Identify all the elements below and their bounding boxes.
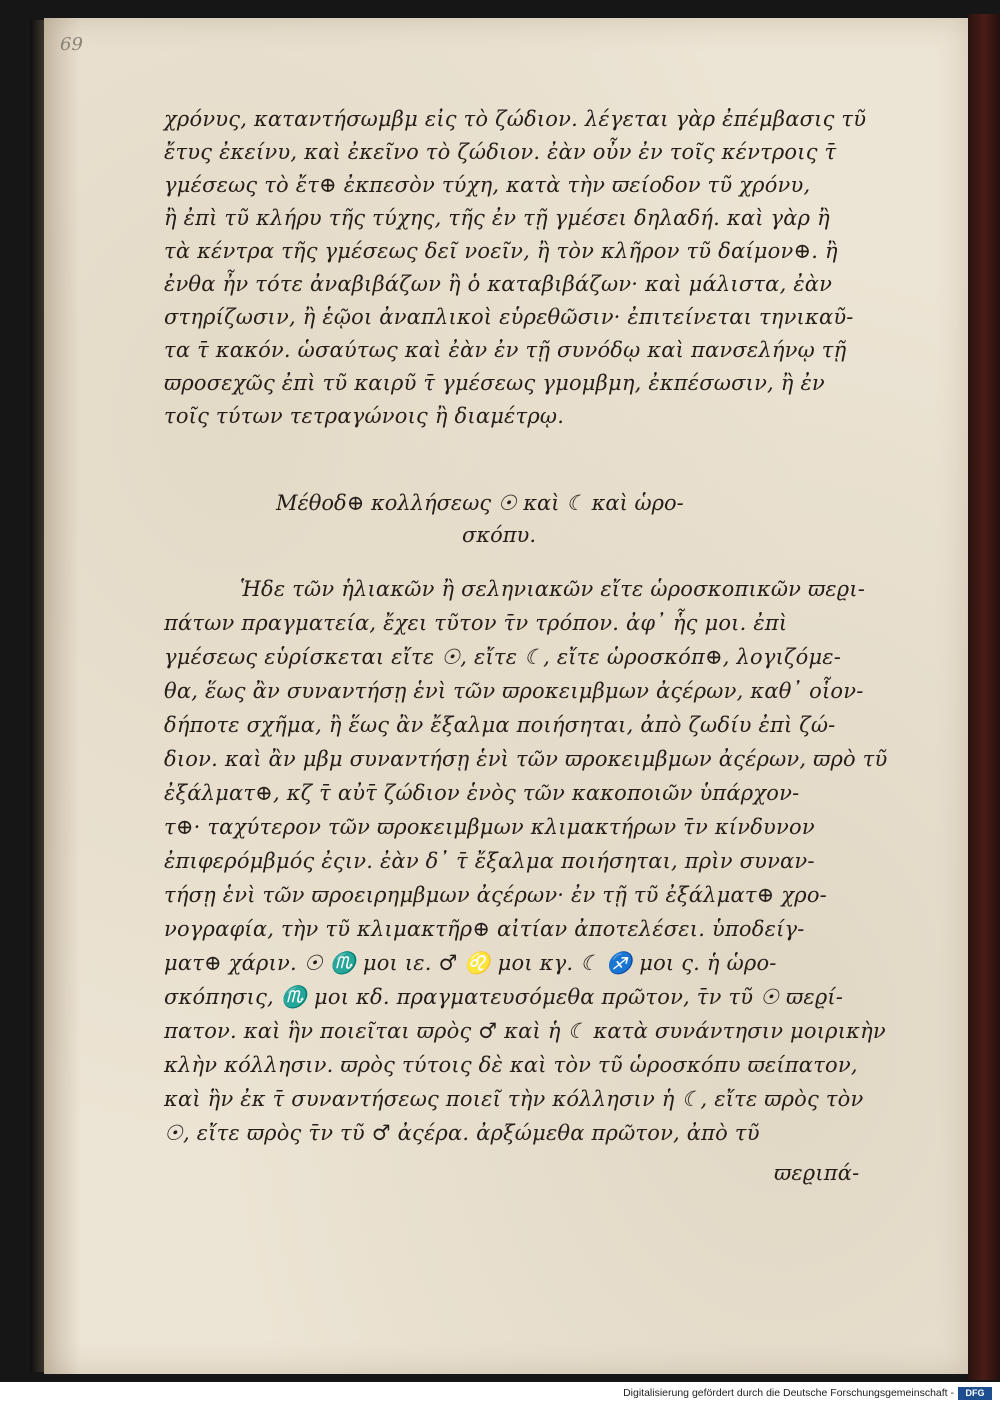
text-line: χρόνυς, καταντήσωμβμ εἰς τὸ ζώδιον. λέγεται γὰρ ἐπέμβασις τῦ bbox=[164, 107, 867, 131]
text-line: ἢ ἐπὶ τῦ κλήρυ τῆς τύχης, τῆς ἐν τῇ γμέσει δηλαδή. καὶ γὰρ ἢ bbox=[164, 206, 830, 230]
text-line: δήποτε σχῆμα, ἢ ἕως ἂν ἔξαλμα ποιήσηται, ἀπὸ ζωδίυ ἐπὶ ζώ- bbox=[164, 713, 836, 737]
section-heading-line-1: Μέθοδ⊕ κολλήσεως ☉ καὶ ☾ καὶ ὡρο- bbox=[276, 491, 684, 515]
text-line: τήσῃ ἑνὶ τῶν ϖροειρημβμων ἀςέρων· ἐν τῇ τῦ ἐξάλματ⊕ χρο- bbox=[164, 883, 827, 907]
text-line: τὰ κέντρα τῆς γμέσεως δεῖ νοεῖν, ἢ τὸν κλῆρον τῦ δαίμον⊕. ἢ bbox=[164, 239, 838, 263]
text-line: ματ⊕ χάριν. ☉ ♏ μοι ιε. ♂ ♌ μοι κγ. ☾ ♐ μοι ς. ἡ ὡρο- bbox=[164, 951, 777, 975]
text-line: ἐνθα ἦν τότε ἀναβιβάζων ἢ ὁ καταβιβάζων· καὶ μάλιστα, ἐὰν bbox=[164, 272, 833, 296]
book-gutter bbox=[30, 20, 44, 1372]
text-line: ☉, εἴτε ϖρὸς τ̄ν τῦ ♂ ἀςέρα. ἀρξώμεθα πρῶτον, ἀπὸ τῦ bbox=[164, 1121, 760, 1145]
text-line: τ⊕· ταχύτερον τῶν ϖροκειμβμων κλιμακτήρων τ̄ν κίνδυνον bbox=[164, 815, 815, 839]
catchword: ϖεϱιπά- bbox=[774, 1161, 860, 1185]
text-line: Ἡδε τῶν ἡλιακῶν ἢ σεληνιακῶν εἴτε ὡροσκοπικῶν ϖεϱι- bbox=[240, 577, 866, 601]
text-line: σκόπησις, ♏ μοι κδ. πραγματευσόμεθα πρῶτον, τ̄ν τῦ ☉ ϖεϱί- bbox=[164, 985, 844, 1009]
text-line: γμέσεως τὸ ἔτ⊕ ἐκπεσὸν τύχη, κατὰ τὴν ϖείοδον τῦ χρόνυ, bbox=[164, 173, 811, 197]
section-heading-line-2: σκόπυ. bbox=[462, 523, 536, 547]
text-line: τοῖς τύτων τετραγώνοις ἢ διαμέτρῳ. bbox=[164, 404, 565, 428]
text-line: ϖροσεχῶς ἐπὶ τῦ καιρῦ τ̄ γμέσεως γμομβμη, ἐκπέσωσιν, ἢ ἐν bbox=[164, 371, 825, 395]
text-line: κλὴν κόλλησιν. ϖρὸς τύτοις δὲ καὶ τὸν τῦ ὡροσκόπυ ϖείπατον, bbox=[164, 1053, 858, 1077]
text-line: τα τ̄ κακόν. ὡσαύτως καὶ ἐὰν ἐν τῇ συνόδῳ καὶ πανσελήνῳ τῇ bbox=[164, 338, 847, 362]
text-line: ἔτυς ἐκείνυ, καὶ ἐκεῖνο τὸ ζώδιον. ἐὰν οὖν ἐν τοῖς κέντροις τ̄ bbox=[164, 140, 837, 164]
text-line: πατον. καὶ ἣν ποιεῖται ϖρὸς ♂ καὶ ἡ ☾ κατὰ συνάντησιν μοιρικὴν bbox=[164, 1019, 886, 1043]
book-page bbox=[44, 18, 968, 1374]
text-line: ἐπιφερόμβμός ἐςιν. ἐὰν δ᾽ τ̄ ἔξαλμα ποιήσηται, πρὶν συναν- bbox=[164, 849, 815, 873]
text-line: στηρίζωσιν, ἢ ἑῷοι ἀναπλικοὶ εὑρεθῶσιν· ἐπιτείνεται τηνικαῦ- bbox=[164, 305, 854, 329]
text-line: διον. καὶ ἂν μβμ συναντήσῃ ἑνὶ τῶν ϖροκειμβμων ἀςέρων, ϖρὸ τῦ bbox=[164, 747, 888, 771]
text-line: καὶ ἣν ἐκ τ̄ συναντήσεως ποιεῖ τὴν κόλλησιν ἡ ☾, εἴτε ϖρὸς τὸν bbox=[164, 1087, 864, 1111]
text-line: γμέσεως εὑρίσκεται εἴτε ☉, εἴτε ☾, εἴτε ὡροσκόπ⊕, λογιζόμε- bbox=[164, 645, 842, 669]
folio-number: 69 bbox=[60, 34, 83, 55]
dfg-logo: DFG bbox=[958, 1387, 992, 1400]
text-line: θα, ἕως ἂν συναντήσῃ ἑνὶ τῶν ϖροκειμβμων ἀςέρων, καθ᾽ οἷον- bbox=[164, 679, 864, 703]
book-cover-edge bbox=[968, 14, 1000, 1380]
text-line: ἐξάλματ⊕, κζ τ̄ αὐτ̄ ζώδιον ἑνὸς τῶν κακοποιῶν ὑπάρχον- bbox=[164, 781, 800, 805]
footer-bar bbox=[0, 1382, 1000, 1406]
text-line: νογραφία, τὴν τῦ κλιμακτῆρ⊕ αἰτίαν ἀποτελέσει. ὑποδείγ- bbox=[164, 917, 805, 941]
footer-credit: Digitalisierung gefördert durch die Deutsche Forschungsgemeinschaft - bbox=[623, 1387, 954, 1399]
text-line: πάτων πραγματεία, ἔχει τῦτον τ̄ν τρόπον. ἀφ᾽ ἧς μοι. ἐπὶ bbox=[164, 611, 788, 635]
